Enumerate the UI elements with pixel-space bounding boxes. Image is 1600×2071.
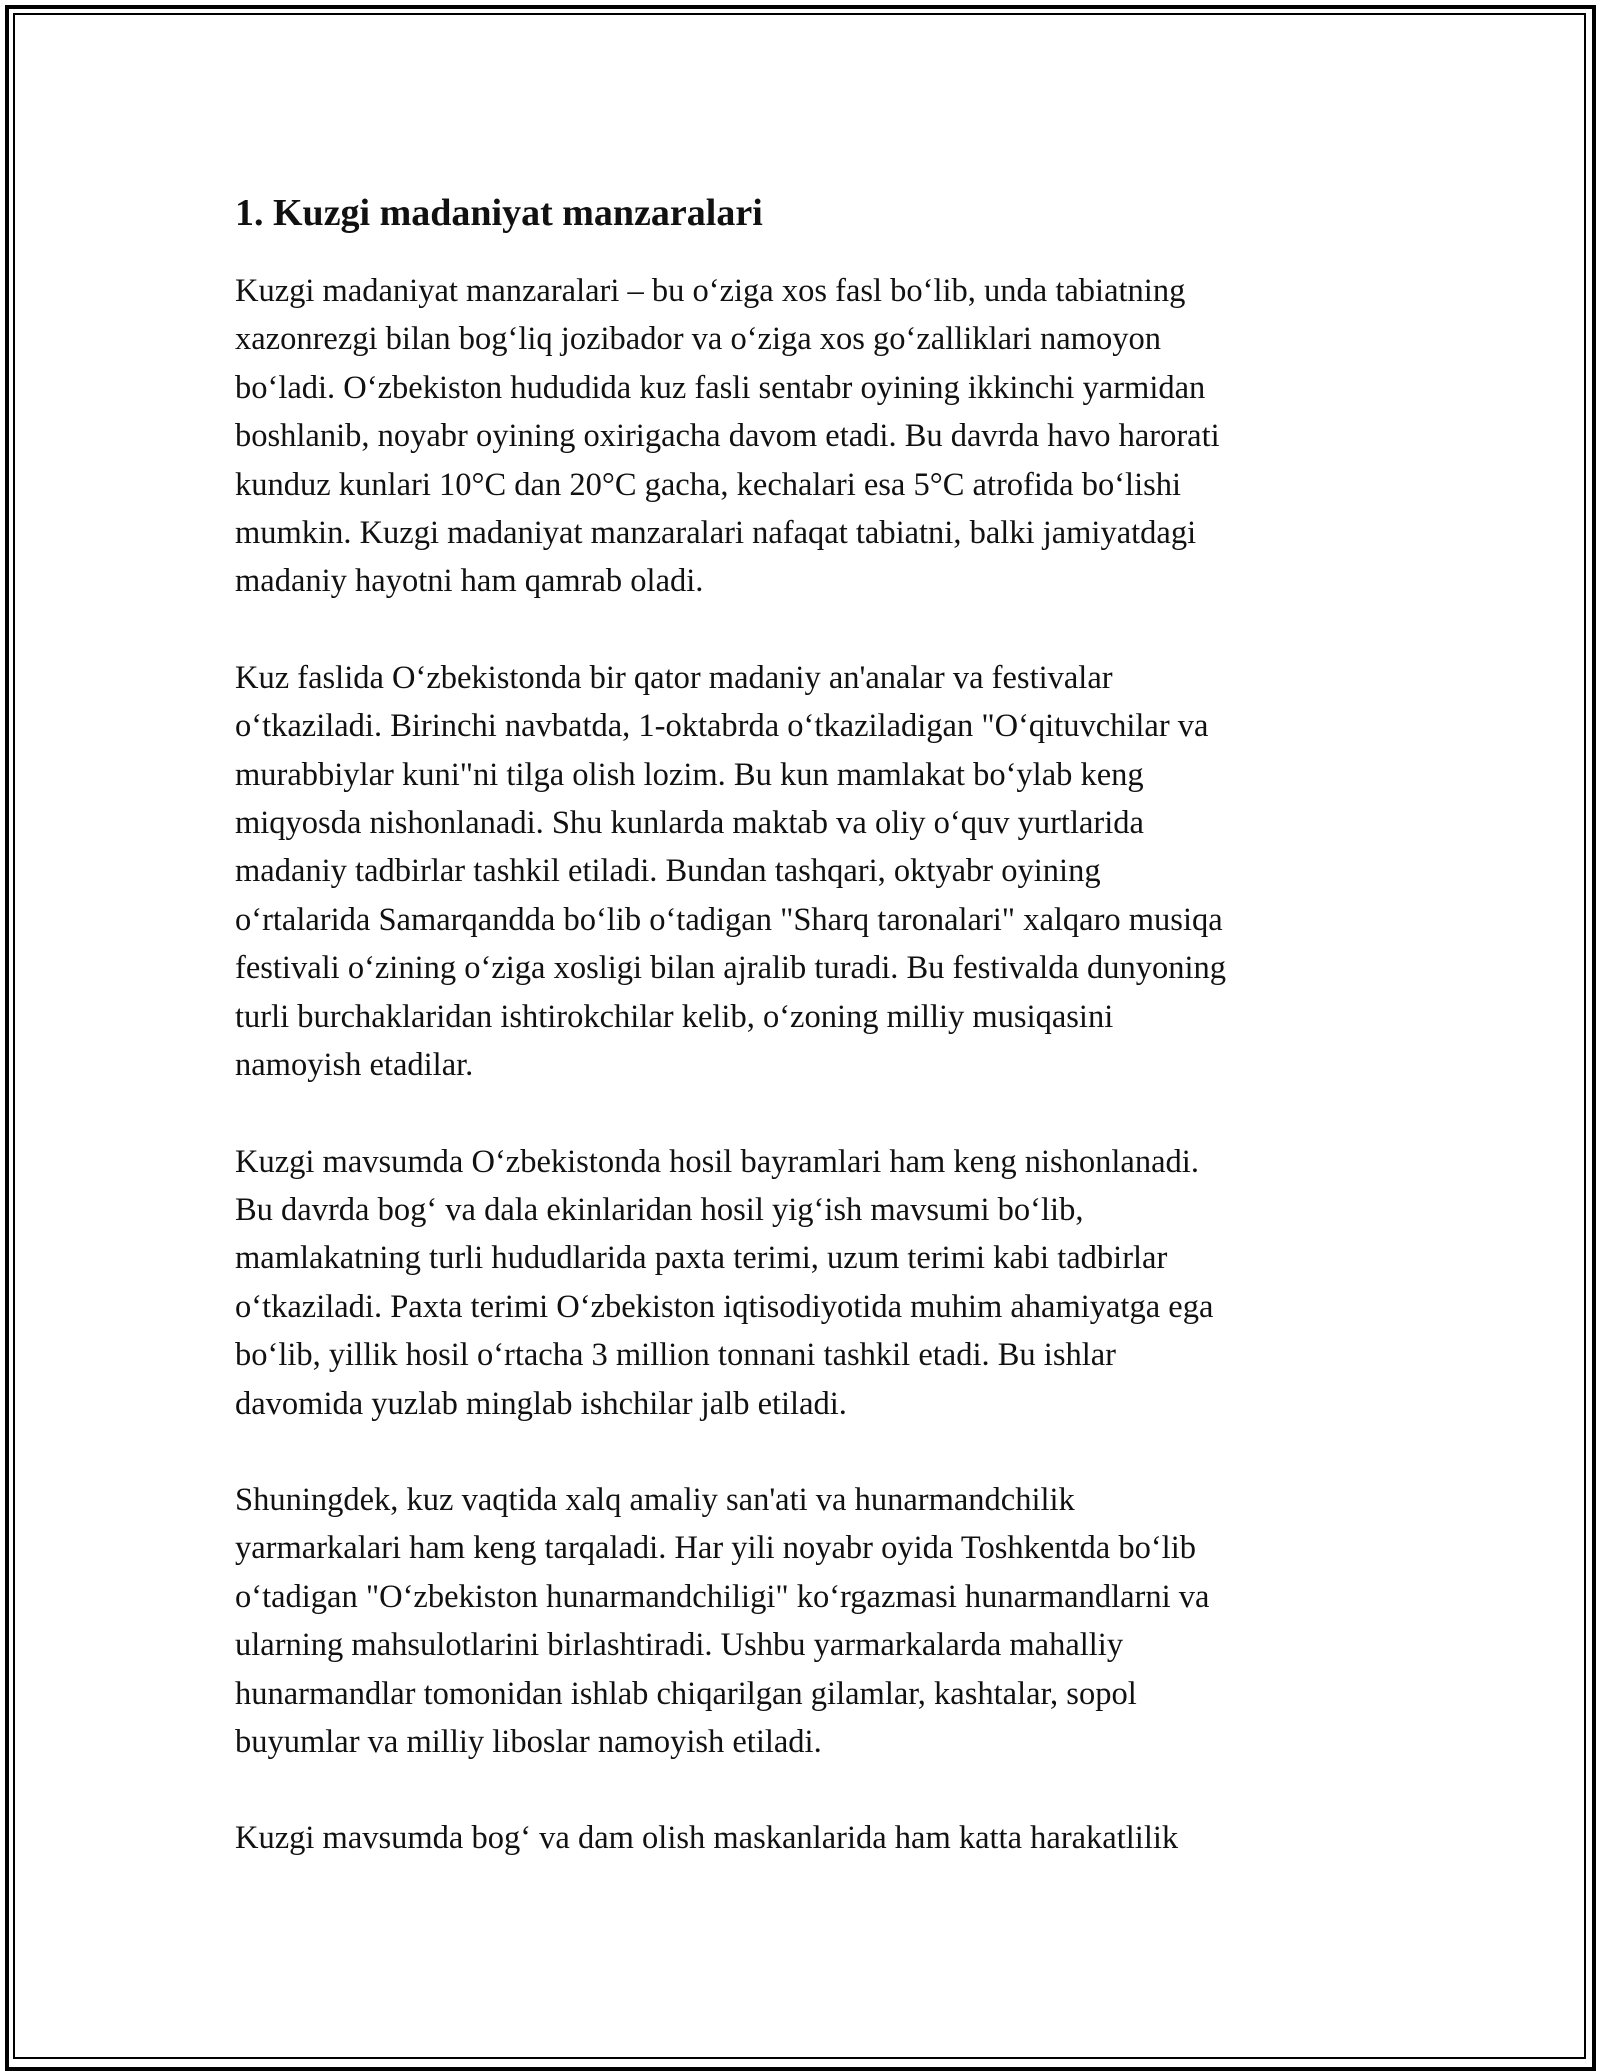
paragraph-line: festivali o‘zining o‘ziga xosligi bilan ajralib turadi. Bu festivalda dunyoning <box>235 950 1227 987</box>
paragraph-line: madaniy tadbirlar tashkil etiladi. Bundan tashqari, oktyabr oyining <box>235 853 1101 890</box>
section-heading: 1. Kuzgi madaniyat manzaralari <box>235 192 763 234</box>
paragraph-line: murabbiylar kuni"ni tilga olish lozim. Bu kun mamlakat bo‘ylab keng <box>235 756 1144 793</box>
paragraph-line: mamlakatning turli hududlarida paxta terimi, uzum terimi kabi tadbirlar <box>235 1240 1168 1277</box>
paragraph-3 <box>235 1138 1365 1428</box>
paragraph-4 <box>235 1476 1365 1766</box>
paragraph-line: Bu davrda bog‘ va dala ekinlaridan hosil yig‘ish mavsumi bo‘lib, <box>235 1191 1084 1228</box>
paragraph-line: hunarmandlar tomonidan ishlab chiqarilgan gilamlar, kashtalar, sopol <box>235 1675 1137 1712</box>
paragraph-line: o‘tadigan "O‘zbekiston hunarmandchiligi" ko‘rgazmasi hunarmandlarni va <box>235 1578 1210 1615</box>
paragraph-line: namoyish etadilar. <box>235 1047 474 1084</box>
paragraph-line: mumkin. Kuzgi madaniyat manzaralari nafaqat tabiatni, balki jamiyatdagi <box>235 515 1197 552</box>
paragraph-1 <box>235 267 1365 606</box>
paragraph-line: boshlanib, noyabr oyining oxirigacha davom etadi. Bu davrda havo harorati <box>235 418 1220 455</box>
paragraph-line: Kuzgi madaniyat manzaralari – bu o‘ziga xos fasl bo‘lib, unda tabiatning <box>235 273 1186 309</box>
paragraph-line: bo‘lib, yillik hosil o‘rtacha 3 million tonnani tashkil etadi. Bu ishlar <box>235 1337 1116 1374</box>
paragraph-line: turli burchaklaridan ishtirokchilar kelib, o‘zoning milliy musiqasini <box>235 998 1114 1035</box>
paragraph-line: yarmarkalari ham keng tarqaladi. Har yili noyabr oyida Toshkentda bo‘lib <box>235 1530 1196 1567</box>
paragraph-line: o‘rtalarida Samarqandda bo‘lib o‘tadigan "Sharq taronalari" xalqaro musiqa <box>235 901 1223 938</box>
paragraph-line: davomida yuzlab minglab ishchilar jalb etiladi. <box>235 1385 847 1422</box>
paragraph-line: Shuningdek, kuz vaqtida xalq amaliy san'ati va hunarmandchilik <box>235 1481 1075 1518</box>
paragraph-line: Kuz faslida O‘zbekistonda bir qator madaniy an'analar va festivalar <box>235 659 1113 696</box>
paragraph-line: miqyosda nishonlanadi. Shu kunlarda maktab va oliy o‘quv yurtlarida <box>235 805 1144 842</box>
paragraph-5 <box>235 1814 1365 1862</box>
paragraph-line: kunduz kunlari 10°C dan 20°C gacha, kechalari esa 5°C atrofida bo‘lishi <box>235 466 1182 503</box>
paragraph-line: Kuzgi mavsumda O‘zbekistonda hosil bayramlari ham keng nishonlanadi. <box>235 1143 1199 1180</box>
paragraph-line: Kuzgi mavsumda bog‘ va dam olish maskanlarida ham katta harakatlilik <box>235 1820 1179 1857</box>
paragraphs-container <box>235 267 1365 1863</box>
paragraph-line: buyumlar va milliy liboslar namoyish etiladi. <box>235 1723 822 1760</box>
paragraph-line: xazonrezgi bilan bog‘liq jozibador va o‘ziga xos go‘zalliklari namoyon <box>235 321 1161 358</box>
paragraph-line: ularning mahsulotlarini birlashtiradi. Ushbu yarmarkalarda mahalliy <box>235 1627 1124 1664</box>
paragraph-line: bo‘ladi. O‘zbekiston hududida kuz fasli sentabr oyining ikkinchi yarmidan <box>235 369 1206 406</box>
paragraph-line: o‘tkaziladi. Birinchi navbatda, 1-oktabrda o‘tkaziladigan "O‘qituvchilar va <box>235 708 1209 745</box>
paragraph-2 <box>235 654 1365 1090</box>
paragraph-line: madaniy hayotni ham qamrab oladi. <box>235 563 704 600</box>
paragraph-line: o‘tkaziladi. Paxta terimi O‘zbekiston iqtisodiyotida muhim ahamiyatga ega <box>235 1288 1214 1325</box>
document-body <box>235 185 1365 1911</box>
